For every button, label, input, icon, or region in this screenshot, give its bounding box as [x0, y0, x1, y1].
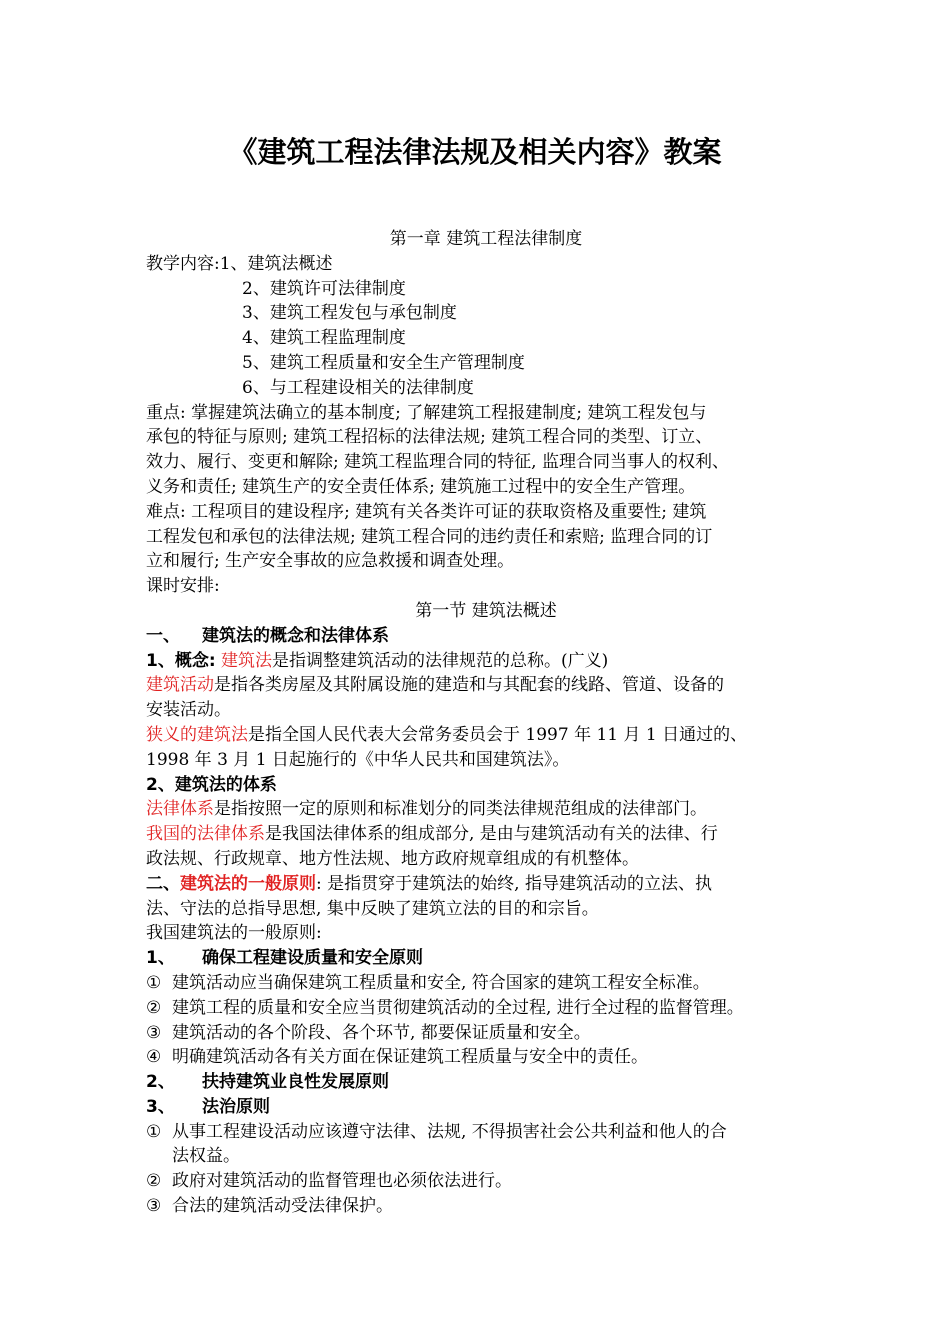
- principle3-item: [146, 1194, 826, 1219]
- principle2-heading: [146, 1070, 826, 1095]
- principle2-title: 扶持建筑业良性发展原则: [202, 1072, 389, 1093]
- principle1-title: 确保工程建设质量和安全原则: [202, 948, 423, 969]
- activity-paragraph: [146, 673, 826, 698]
- teaching-content-item: 1、建筑法概述: [219, 253, 333, 274]
- our-system-term: 我国的法律体系: [146, 824, 265, 845]
- teaching-content-item: 4、建筑工程监理制度: [242, 328, 406, 349]
- activity-text: 是指各类房屋及其附属设施的建造和与其配套的线路、管道、设备的: [214, 675, 724, 696]
- system-heading: 2、建筑法的体系: [146, 774, 277, 795]
- part2-text-cont: 法、守法的总指导思想, 集中反映了建筑立法的目的和宗旨。: [146, 898, 599, 919]
- principles-intro: 我国建筑法的一般原则:: [146, 923, 322, 944]
- our-system-text: 是我国法律体系的组成部分, 是由与建筑活动有关的法律、行: [265, 824, 718, 845]
- narrow-text-cont: 1998 年 3 月 1 日起施行的《中华人民共和国建筑法》。: [146, 749, 570, 770]
- principle3-item: [146, 1120, 826, 1145]
- chapter-heading: 第一章 建筑工程法律制度: [389, 229, 583, 249]
- our-system-paragraph: [146, 822, 826, 847]
- narrow-paragraph: [146, 723, 826, 748]
- circled-number: ①: [146, 972, 162, 993]
- principle3-item-text: 政府对建筑活动的监督管理也必须依法进行。: [172, 1171, 512, 1192]
- part2-term: 建筑法的一般原则: [180, 873, 316, 894]
- principle1-item: [146, 1045, 826, 1070]
- concept-text: 是指调整建筑活动的法律规范的总称。(广义): [272, 650, 609, 671]
- legal-system-text: 是指按照一定的原则和标准划分的同类法律规范组成的法律部门。: [214, 799, 707, 820]
- principle1-item-text: 建筑活动的各个阶段、各个环节, 都要保证质量和安全。: [172, 1022, 591, 1043]
- difficulties-line: 工程发包和承包的法律法规; 建筑工程合同的违约责任和索赔; 监理合同的订: [146, 526, 713, 547]
- activity-term: 建筑活动: [146, 675, 214, 696]
- principle1-heading: [146, 946, 826, 971]
- principle3-num: 3、: [146, 1096, 175, 1117]
- schedule-label: 课时安排:: [146, 576, 220, 597]
- document-title: 《建筑工程法律法规及相关内容》教案: [228, 135, 722, 169]
- principle1-num: 1、: [146, 948, 175, 969]
- narrow-text: 是指全国人民代表大会常务委员会于 1997 年 11 月 1 日通过的、: [248, 724, 748, 745]
- teaching-content-first: [146, 252, 826, 277]
- concept-term: 建筑法: [221, 650, 273, 671]
- principle1-item: [146, 996, 826, 1021]
- teaching-content-item: 6、与工程建设相关的法律制度: [242, 377, 474, 398]
- principle2-num: 2、: [146, 1072, 175, 1093]
- part2-num: 二、: [146, 873, 180, 894]
- part2-paragraph: [146, 872, 826, 897]
- teaching-content-item: 5、建筑工程质量和安全生产管理制度: [242, 352, 525, 373]
- principle3-item-cont: 法权益。: [172, 1146, 240, 1167]
- principle3-item-text: 从事工程建设活动应该遵守法律、法规, 不得损害社会公共利益和他人的合: [172, 1121, 727, 1142]
- principle1-item: [146, 1021, 826, 1046]
- circled-number: ②: [146, 1171, 162, 1192]
- circled-number: ③: [146, 1196, 162, 1217]
- concept-label: 1、概念:: [146, 650, 216, 671]
- principle3-heading: [146, 1095, 826, 1120]
- legal-system-term: 法律体系: [146, 799, 214, 820]
- circled-number: ②: [146, 997, 162, 1018]
- part1-title: 建筑法的概念和法律体系: [202, 625, 389, 646]
- circled-number: ④: [146, 1047, 162, 1068]
- key-points-line: 义务和责任; 建筑生产的安全责任体系; 建筑施工过程中的安全生产管理。: [146, 476, 696, 497]
- narrow-term: 狭义的建筑法: [146, 724, 248, 745]
- principle1-item-text: 建筑活动应当确保建筑工程质量和安全, 符合国家的建筑工程安全标准。: [172, 972, 710, 993]
- principle1-item-text: 明确建筑活动各有关方面在保证建筑工程质量与安全中的责任。: [172, 1047, 648, 1068]
- part1-heading: [146, 624, 826, 649]
- our-system-text-cont: 政法规、行政规章、地方性法规、地方政府规章组成的有机整体。: [146, 848, 639, 869]
- activity-text-cont: 安装活动。: [146, 700, 231, 721]
- principle1-item: [146, 971, 826, 996]
- section-heading: 第一节 建筑法概述: [415, 600, 557, 621]
- document-body: [146, 227, 826, 1219]
- key-points-line: 承包的特征与原则; 建筑工程招标的法律法规; 建筑工程合同的类型、订立、: [146, 427, 713, 448]
- principle3-title: 法治原则: [202, 1096, 270, 1117]
- concept-paragraph: [146, 649, 826, 674]
- difficulties-line: 难点: 工程项目的建设程序; 建筑有关各类许可证的获取资格及重要性; 建筑: [146, 501, 707, 522]
- key-points-line: 重点: 掌握建筑法确立的基本制度; 了解建筑工程报建制度; 建筑工程发包与: [146, 402, 707, 423]
- principle3-item: [146, 1169, 826, 1194]
- teaching-content-item: 2、建筑许可法律制度: [242, 278, 406, 299]
- part2-text: : 是指贯穿于建筑法的始终, 指导建筑活动的立法、执: [316, 873, 712, 894]
- part1-num: 一、: [146, 625, 180, 646]
- principle1-item-text: 建筑工程的质量和安全应当贯彻建筑活动的全过程, 进行全过程的监督管理。: [172, 997, 744, 1018]
- teaching-content-label: 教学内容:: [146, 253, 220, 274]
- principle3-item-text: 合法的建筑活动受法律保护。: [172, 1196, 393, 1217]
- circled-number: ①: [146, 1121, 162, 1142]
- legal-system-paragraph: [146, 797, 826, 822]
- teaching-content-item: 3、建筑工程发包与承包制度: [242, 303, 457, 324]
- difficulties-line: 立和履行; 生产安全事故的应急救援和调查处理。: [146, 551, 515, 572]
- key-points-line: 效力、履行、变更和解除; 建筑工程监理合同的特征, 监理合同当事人的权利、: [146, 452, 729, 473]
- circled-number: ③: [146, 1022, 162, 1043]
